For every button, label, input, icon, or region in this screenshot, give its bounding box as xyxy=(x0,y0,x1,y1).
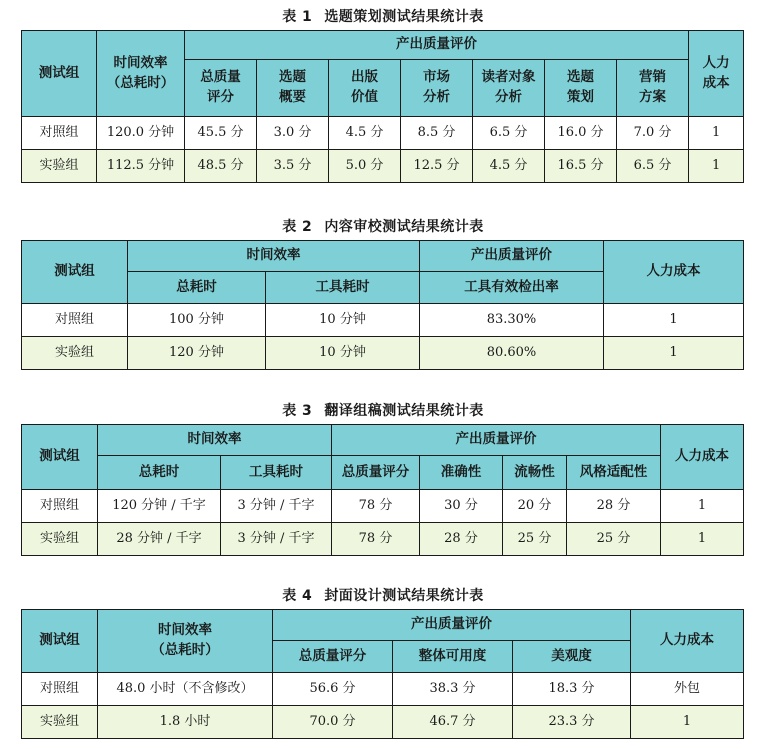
cell: 10 分钟 xyxy=(266,337,420,370)
cell: 8.5 分 xyxy=(401,117,473,150)
cell: 12.5 分 xyxy=(401,150,473,183)
header-cost: 人力成本 xyxy=(661,425,744,490)
cell: 18.3 分 xyxy=(513,673,631,706)
cell: 4.5 分 xyxy=(473,150,545,183)
cell: 1 xyxy=(604,337,744,370)
table-3-header-row-2 xyxy=(22,456,744,490)
table-3-number: 表 3 xyxy=(282,403,313,419)
header-sub: 工具有效检出率 xyxy=(420,272,604,304)
header-quality: 产出质量评价 xyxy=(273,610,631,641)
row-label: 对照组 xyxy=(22,673,98,706)
header-time-efficiency: 时间效率 xyxy=(98,425,332,456)
table-2 xyxy=(21,240,744,370)
cell: 1.8 小时 xyxy=(98,706,273,739)
header-cost: 人力成本 xyxy=(604,241,744,304)
table-4-caption xyxy=(0,585,766,605)
table-row xyxy=(22,490,744,523)
cell: 78 分 xyxy=(332,490,420,523)
table-4-title: 封面设计测试结果统计表 xyxy=(324,588,484,604)
header-sub: 读者对象 分析 xyxy=(473,60,545,117)
cell: 28 分钟 / 千字 xyxy=(98,523,221,556)
cell: 1 xyxy=(661,490,744,523)
table-1-header-row-1 xyxy=(22,31,744,60)
table-2-caption xyxy=(0,216,766,236)
cell: 1 xyxy=(661,523,744,556)
cell: 120 分钟 xyxy=(128,337,266,370)
cell: 1 xyxy=(689,150,744,183)
table-3-header-row-1 xyxy=(22,425,744,456)
header-sub: 营销 方案 xyxy=(617,60,689,117)
table-3-caption xyxy=(0,400,766,420)
cell: 1 xyxy=(689,117,744,150)
header-sub: 选题 策划 xyxy=(545,60,617,117)
cell: 3 分钟 / 千字 xyxy=(221,490,332,523)
table-1-number: 表 1 xyxy=(282,9,313,25)
table-2-header-row-1 xyxy=(22,241,744,272)
cell: 78 分 xyxy=(332,523,420,556)
table-row xyxy=(22,337,744,370)
table-1-title: 选题策划测试结果统计表 xyxy=(324,9,484,25)
cell: 7.0 分 xyxy=(617,117,689,150)
header-group: 测试组 xyxy=(22,31,97,117)
table-row xyxy=(22,117,744,150)
header-quality: 产出质量评价 xyxy=(185,31,689,60)
cell: 1 xyxy=(631,706,744,739)
cell: 28 分 xyxy=(420,523,503,556)
header-sub: 总耗时 xyxy=(98,456,221,490)
table-4 xyxy=(21,609,744,739)
header-sub: 出版 价值 xyxy=(329,60,401,117)
cell: 30 分 xyxy=(420,490,503,523)
cell: 28 分 xyxy=(567,490,661,523)
cell: 3.0 分 xyxy=(257,117,329,150)
table-1 xyxy=(21,30,744,183)
cell: 112.5 分钟 xyxy=(97,150,185,183)
cell: 6.5 分 xyxy=(473,117,545,150)
header-sub: 整体可用度 xyxy=(393,641,513,673)
header-sub: 市场 分析 xyxy=(401,60,473,117)
cell: 38.3 分 xyxy=(393,673,513,706)
cell: 23.3 分 xyxy=(513,706,631,739)
header-quality: 产出质量评价 xyxy=(332,425,661,456)
header-sub: 准确性 xyxy=(420,456,503,490)
header-sub: 风格适配性 xyxy=(567,456,661,490)
header-sub: 总质量评分 xyxy=(332,456,420,490)
table-2-title: 内容审校测试结果统计表 xyxy=(324,219,484,235)
header-group: 测试组 xyxy=(22,241,128,304)
header-sub: 美观度 xyxy=(513,641,631,673)
row-label: 对照组 xyxy=(22,117,97,150)
header-group: 测试组 xyxy=(22,425,98,490)
table-4-number: 表 4 xyxy=(282,588,313,604)
header-cost: 人力 成本 xyxy=(689,31,744,117)
cell: 6.5 分 xyxy=(617,150,689,183)
cell: 外包 xyxy=(631,673,744,706)
cell: 46.7 分 xyxy=(393,706,513,739)
cell: 5.0 分 xyxy=(329,150,401,183)
table-1-caption xyxy=(0,6,766,26)
cell: 4.5 分 xyxy=(329,117,401,150)
table-row xyxy=(22,673,744,706)
cell: 16.0 分 xyxy=(545,117,617,150)
row-label: 对照组 xyxy=(22,490,98,523)
cell: 120.0 分钟 xyxy=(97,117,185,150)
cell: 83.30% xyxy=(420,304,604,337)
cell: 80.60% xyxy=(420,337,604,370)
header-sub: 工具耗时 xyxy=(266,272,420,304)
header-group: 测试组 xyxy=(22,610,98,673)
header-sub: 选题 概要 xyxy=(257,60,329,117)
table-3 xyxy=(21,424,744,556)
cell: 25 分 xyxy=(567,523,661,556)
header-cost: 人力成本 xyxy=(631,610,744,673)
header-sub: 总耗时 xyxy=(128,272,266,304)
header-sub: 总质量评分 xyxy=(273,641,393,673)
cell: 1 xyxy=(604,304,744,337)
header-sub: 流畅性 xyxy=(503,456,567,490)
table-3-title: 翻译组稿测试结果统计表 xyxy=(324,403,484,419)
row-label: 实验组 xyxy=(22,523,98,556)
cell: 20 分 xyxy=(503,490,567,523)
table-row xyxy=(22,304,744,337)
header-quality: 产出质量评价 xyxy=(420,241,604,272)
cell: 3 分钟 / 千字 xyxy=(221,523,332,556)
cell: 48.0 小时（不含修改） xyxy=(98,673,273,706)
cell: 10 分钟 xyxy=(266,304,420,337)
cell: 70.0 分 xyxy=(273,706,393,739)
header-time-efficiency: 时间效率 xyxy=(128,241,420,272)
row-label: 实验组 xyxy=(22,337,128,370)
cell: 25 分 xyxy=(503,523,567,556)
cell: 120 分钟 / 千字 xyxy=(98,490,221,523)
cell: 48.5 分 xyxy=(185,150,257,183)
header-time-efficiency: 时间效率 （总耗时） xyxy=(97,31,185,117)
header-sub: 总质量 评分 xyxy=(185,60,257,117)
cell: 3.5 分 xyxy=(257,150,329,183)
table-row xyxy=(22,523,744,556)
cell: 100 分钟 xyxy=(128,304,266,337)
table-row xyxy=(22,150,744,183)
table-row xyxy=(22,706,744,739)
header-sub: 工具耗时 xyxy=(221,456,332,490)
table-4-header-row-1 xyxy=(22,610,744,641)
header-time-efficiency: 时间效率 （总耗时） xyxy=(98,610,273,673)
cell: 45.5 分 xyxy=(185,117,257,150)
row-label: 实验组 xyxy=(22,706,98,739)
cell: 16.5 分 xyxy=(545,150,617,183)
row-label: 对照组 xyxy=(22,304,128,337)
cell: 56.6 分 xyxy=(273,673,393,706)
table-2-number: 表 2 xyxy=(282,219,313,235)
row-label: 实验组 xyxy=(22,150,97,183)
